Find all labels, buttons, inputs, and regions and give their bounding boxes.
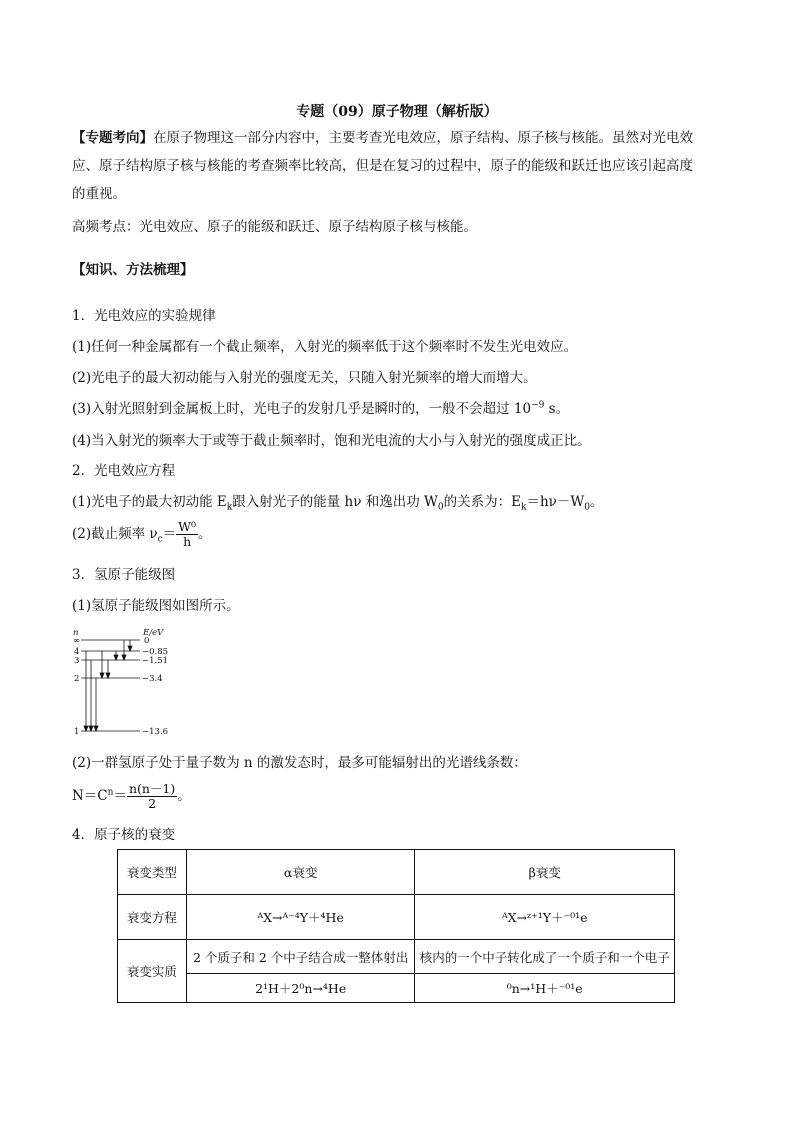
formula-end: 。 xyxy=(177,788,191,804)
table-row xyxy=(118,850,675,895)
alpha-essence: 2 个质子和 2 个中子结合成一整体射出 xyxy=(186,940,415,974)
s2-heading: 2．光电效应方程 xyxy=(72,463,176,479)
s1-item-3-unit: s。 xyxy=(544,401,570,417)
arrow-head xyxy=(106,673,110,678)
cutoff-numerator: W⁰ xyxy=(178,519,197,534)
decay-table xyxy=(117,849,675,1003)
s2-sub-02: 0 xyxy=(584,502,590,513)
s2-text-i: 。 xyxy=(589,494,604,510)
cutoff-text: (2)截止频率 ν xyxy=(72,526,158,542)
arrow-head xyxy=(84,726,88,731)
s2-sub-k2: k xyxy=(521,502,527,513)
beta-essence: 核内的一个中子转化成了一个质子和一个电子 xyxy=(415,940,675,974)
table-row xyxy=(118,974,675,1003)
formula-n-eq: N＝C xyxy=(72,788,108,804)
s1-item-3 xyxy=(72,400,569,418)
level-n-2: 2 xyxy=(74,674,80,684)
s1-item-3-text: (3)入射光照射到金属板上时，光电子的发射几乎是瞬时的，一般不会超过 10 xyxy=(72,401,532,417)
s3-formula xyxy=(72,782,191,811)
intro-line-1 xyxy=(72,129,693,147)
cutoff-eq: ＝ xyxy=(162,526,177,542)
s1-heading: 1．光电效应的实验规律 xyxy=(72,308,216,324)
arrow-head xyxy=(114,655,118,660)
s2-sub-k: k xyxy=(226,502,233,513)
level-n-3: 3 xyxy=(74,656,80,666)
row-label-essence: 衰变实质 xyxy=(118,940,187,1003)
formula-eq: ＝ xyxy=(113,788,127,804)
transition-arrows xyxy=(84,640,132,731)
intro-line-2: 应、原子结构原子核与核能的考查频率比较高，但是在复习的过程中，原子的能级和跃迁也应该引起高度 xyxy=(72,158,693,174)
arrow-head xyxy=(100,673,104,678)
s2-item-2 xyxy=(72,520,212,549)
s2-text-c: 跟入射光子的能量 hν 和逸出功 W xyxy=(232,494,438,510)
table-header-alpha: α衰变 xyxy=(186,850,415,895)
intro-line-3: 的重视。 xyxy=(72,186,126,202)
s3-heading: 3．氢原子能级图 xyxy=(72,567,176,583)
beta-equation: ᴬX→ᶻ⁺¹Y＋⁻⁰¹e xyxy=(415,895,675,940)
diagram-n-label: n xyxy=(73,628,79,638)
intro-label: 【专题考向】 xyxy=(72,130,153,146)
arrow-head xyxy=(94,726,98,731)
beta-essence-equation: ⁰n→¹H＋⁻⁰¹e xyxy=(415,974,675,1003)
formula-sup: n xyxy=(107,787,114,798)
level-n-1: 1 xyxy=(74,727,80,737)
level-e-2: −3.4 xyxy=(142,674,163,684)
s3-item-2: (2)一群氢原子处于量子数为 n 的激发态时，最多可能辐射出的光谱线条数： xyxy=(72,755,527,771)
row-label-equation: 衰变方程 xyxy=(118,895,187,940)
level-e-3: −1.51 xyxy=(142,656,169,666)
cutoff-fraction xyxy=(176,520,198,549)
energy-level-diagram xyxy=(72,627,192,739)
high-frequency-points: 高频考点：光电效应、原子的能级和跃迁、原子结构原子核与核能。 xyxy=(72,219,477,235)
cutoff-denominator: h xyxy=(183,534,192,549)
s1-item-4: (4)当入射光的频率大于或等于截止频率时，饱和光电流的大小与入射光的强度成正比。 xyxy=(72,433,591,449)
s4-heading: 4．原子核的衰变 xyxy=(72,827,176,843)
page-title: 专题（09）原子物理（解析版） xyxy=(296,104,498,120)
section-heading: 【知识、方法梳理】 xyxy=(72,262,194,278)
s2-text-a: (1)光电子的最大初动能 E xyxy=(72,494,227,510)
s1-item-1: (1)任何一种金属都有一个截止频率，入射光的频率低于这个频率时不发生光电效应。 xyxy=(72,339,578,355)
alpha-essence-equation: 2¹H＋2⁰n→⁴He xyxy=(186,974,415,1003)
level-e-inf: 0 xyxy=(144,636,150,646)
s2-text-e: 的关系为：E xyxy=(443,494,521,510)
table-header-beta: β衰变 xyxy=(415,850,675,895)
arrow-head xyxy=(89,726,93,731)
diagram-e-label: E/eV xyxy=(143,628,164,638)
level-n-4: 4 xyxy=(74,647,80,657)
table-row xyxy=(118,940,675,974)
formula-numerator: n(n－1) xyxy=(128,781,176,796)
s2-sub-0: 0 xyxy=(437,502,444,513)
cutoff-end: 。 xyxy=(198,526,212,542)
alpha-equation: ᴬX→ᴬ⁻⁴Y＋⁴He xyxy=(186,895,415,940)
s1-item-3-exponent: −9 xyxy=(531,400,545,411)
table-row xyxy=(118,895,675,940)
arrow-head xyxy=(122,655,126,660)
formula-denominator: 2 xyxy=(148,796,157,811)
s2-item-1 xyxy=(72,493,603,511)
cutoff-sub: c xyxy=(157,534,163,545)
s3-item-1: (1)氢原子能级图如图所示。 xyxy=(72,598,240,614)
table-header-type: 衰变类型 xyxy=(118,850,187,895)
s1-item-2: (2)光电子的最大初动能与入射光的强度无关，只随入射光频率的增大而增大。 xyxy=(72,370,537,386)
level-n-inf: ∞ xyxy=(73,636,81,646)
arrow-head xyxy=(128,646,132,651)
intro-text-1: 在原子物理这一部分内容中，主要考查光电效应，原子结构、原子核与核能。虽然对光电效 xyxy=(153,130,693,146)
level-e-1: −13.6 xyxy=(142,727,169,737)
level-e-4: −0.85 xyxy=(142,647,169,657)
s2-text-g: ＝hν－W xyxy=(526,494,585,510)
formula-fraction xyxy=(127,782,177,811)
